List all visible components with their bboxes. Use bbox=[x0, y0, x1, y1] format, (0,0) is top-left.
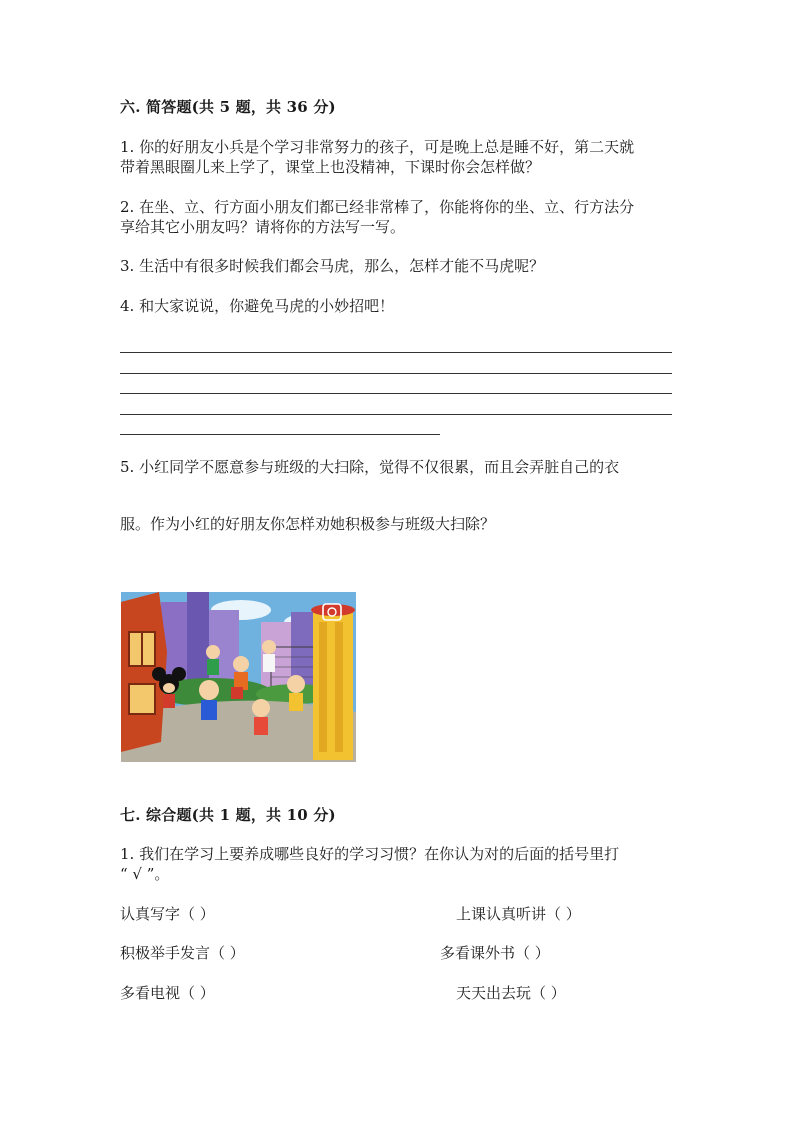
section7-heading: 七. 综合题(共 1 题，共 10 分) bbox=[120, 806, 336, 824]
question-2-line-2: 享给其它小朋友吗？请将你的方法写一写。 bbox=[120, 218, 406, 236]
question-5-line-1: 5. 小红同学不愿意参与班级的大扫除，觉得不仅很累，而且会弄脏自己的衣 bbox=[120, 458, 620, 476]
answer-line-short[interactable] bbox=[120, 434, 440, 435]
section7-question-1-line-1: 1. 我们在学习上要养成哪些良好的学习习惯？在你认为对的后面的括号里打 bbox=[120, 845, 620, 863]
section6-heading: 六. 简答题(共 5 题，共 36 分) bbox=[120, 98, 336, 116]
question-2 bbox=[120, 197, 680, 237]
choice-watch-tv[interactable]: 多看电视（ ） bbox=[120, 984, 215, 1002]
choice-neat-handwriting[interactable]: 认真写字（ ） bbox=[120, 905, 215, 923]
question-1 bbox=[120, 137, 680, 177]
choice-play-outside[interactable]: 天天出去玩（ ） bbox=[456, 984, 566, 1002]
answer-line[interactable] bbox=[120, 414, 672, 415]
question-4: 4. 和大家说说，你避免马虎的小妙招吧！ bbox=[120, 297, 395, 315]
question-5-line-2: 服。作为小红的好朋友你怎样劝她积极参与班级大扫除？ bbox=[120, 515, 496, 533]
choice-raise-hand[interactable]: 积极举手发言（ ） bbox=[120, 944, 245, 962]
answer-line[interactable] bbox=[120, 373, 672, 374]
choice-read-extra-books[interactable]: 多看课外书（ ） bbox=[440, 944, 550, 962]
question-1-line-2: 带着黑眼圈儿来上学了，课堂上也没精神，下课时你会怎样做？ bbox=[120, 158, 541, 176]
question-1-line-1: 1. 你的好朋友小兵是个学习非常努力的孩子，可是晚上总是睡不好，第二天就 bbox=[120, 138, 635, 156]
cleaning-illustration bbox=[121, 592, 356, 762]
answer-line[interactable] bbox=[120, 352, 672, 353]
question-3: 3. 生活中有很多时候我们都会马虎，那么，怎样才能不马虎呢？ bbox=[120, 257, 545, 275]
answer-line[interactable] bbox=[120, 393, 672, 394]
choice-listen-in-class[interactable]: 上课认真听讲（ ） bbox=[456, 905, 581, 923]
section7-question-1 bbox=[120, 844, 680, 884]
section7-question-1-line-2: “ √ ”。 bbox=[120, 865, 170, 883]
question-2-line-1: 2. 在坐、立、行方面小朋友们都已经非常棒了，你能将你的坐、立、行方法分 bbox=[120, 198, 635, 216]
camera-icon bbox=[323, 604, 341, 620]
